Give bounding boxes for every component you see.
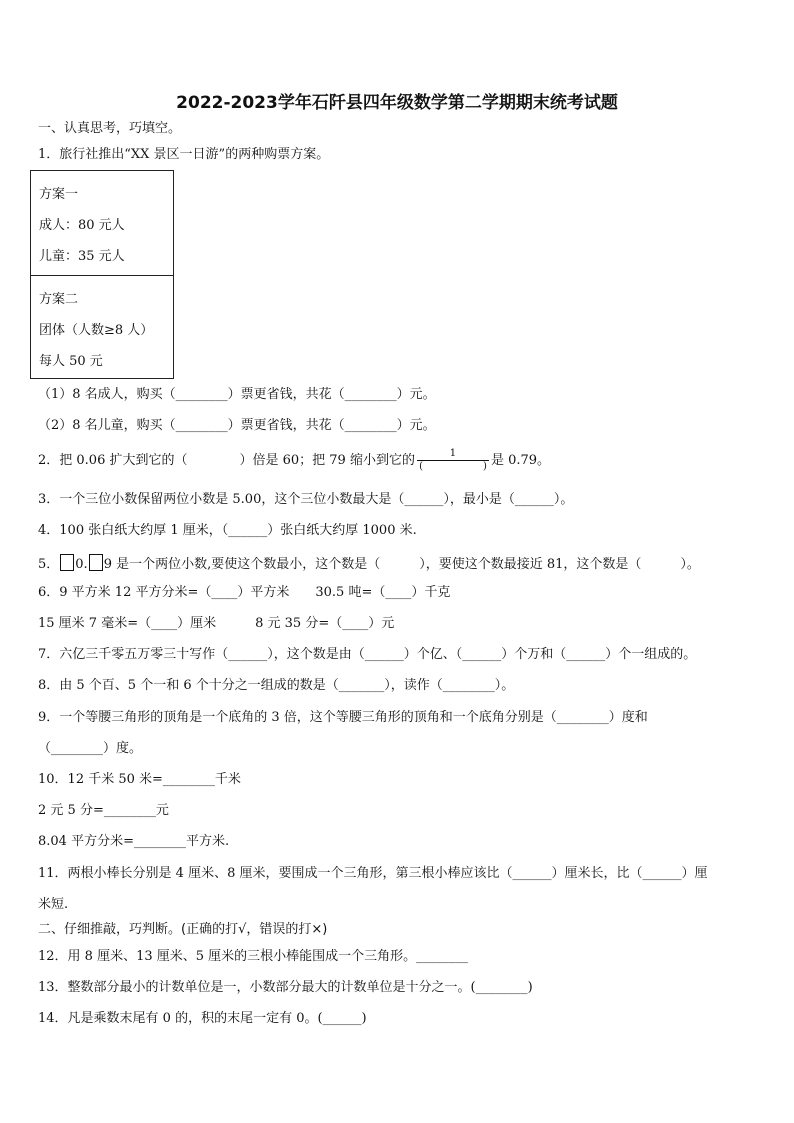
question-14: 14．凡是乘数末尾有 0 的，积的末尾一定有 0。(______)	[38, 1011, 367, 1026]
question-11-line-1: 11．两根小棒长分别是 4 厘米、8 厘米，要围成一个三角形，第三根小棒应该比（______）厘米长，比（______）厘	[38, 866, 708, 881]
plan-1-child-price: 儿童：35 元人	[39, 249, 125, 264]
question-7: 7．六亿三千零五万零三十写作（______），这个数是由（______）个亿、（______）个万和（______）个一组成的。	[38, 647, 697, 662]
question-8: 8．由 5 个百、5 个一和 6 个十分之一组成的数是（_______），读作（________）。	[38, 678, 515, 693]
plan-2-group-condition: 团体（人数≥8 人）	[39, 323, 154, 338]
plan-1-adult-price: 成人：80 元人	[39, 218, 125, 233]
question-5-decimal: 0.	[75, 557, 88, 572]
question-9-line-2: （________）度。	[38, 741, 143, 756]
question-2-text-before: 2．把 0.06 扩大到它的（ ）倍是 60；把 79 缩小到它的	[38, 453, 415, 468]
question-5-text: 9 是一个两位小数,要使这个数最小，这个数是（ ），要使这个数最接近 81，这个数是（ ）。	[103, 557, 700, 572]
question-10-line-2: 2 元 5 分=________元	[38, 803, 169, 818]
plan-2-heading: 方案二	[39, 292, 79, 307]
question-1-part-2: （2）8 名儿童，购买（________）票更省钱，共花（________）元。	[38, 418, 436, 433]
ticket-plans-table	[30, 170, 174, 379]
question-10-line-1: 10．12 千米 50 米=________千米	[38, 772, 241, 787]
question-2	[38, 449, 550, 472]
question-6-line-1: 6．9 平方米 12 平方分米=（____）平方米 30.5 吨=（____）千克	[38, 585, 451, 600]
question-6-line-2: 15 厘米 7 毫米=（____）厘米 8 元 35 分=（____）元	[38, 616, 395, 631]
plan-2-price: 每人 50 元	[39, 354, 103, 369]
question-10-line-3: 8.04 平方分米=________平方米.	[38, 834, 230, 849]
question-11-line-2: 米短.	[38, 897, 69, 912]
question-4: 4．100 张白纸大约厚 1 厘米，（______）张白纸大约厚 1000 米.	[38, 523, 417, 538]
question-1: 1．旅行社推出“XX 景区一日游”的两种购票方案。	[38, 147, 330, 162]
section-heading-fill-in: 一、认真思考，巧填空。	[38, 121, 182, 136]
digit-box-1	[60, 554, 74, 571]
plan-1-heading: 方案一	[39, 187, 79, 202]
fraction-numerator: 1	[417, 449, 489, 461]
question-13: 13．整数部分最小的计数单位是一，小数部分最大的计数单位是十分之一。(________)	[38, 980, 533, 995]
table-divider	[31, 275, 173, 276]
question-1-part-1: （1）8 名成人，购买（________）票更省钱，共花（________）元。	[38, 387, 436, 402]
question-5	[38, 554, 700, 573]
digit-box-2	[89, 554, 103, 571]
fraction	[417, 449, 489, 472]
question-3: 3．一个三位小数保留两位小数是 5.00，这个三位小数最大是（______），最小是（______）。	[38, 492, 574, 507]
section-heading-judge: 二、仔细推敲，巧判断。(正确的打√，错误的打×)	[38, 922, 328, 937]
question-5-number: 5．	[38, 557, 60, 572]
page-title: 2022-2023学年石阡县四年级数学第二学期期末统考试题	[176, 93, 618, 113]
question-12: 12．用 8 厘米、13 厘米、5 厘米的三根小棒能围成一个三角形。________	[38, 949, 469, 964]
question-9-line-1: 9．一个等腰三角形的顶角是一个底角的 3 倍，这个等腰三角形的顶角和一个底角分别是（________）度和	[38, 710, 648, 725]
question-2-text-after: 是 0.79。	[490, 453, 551, 468]
fraction-denominator: ( )	[419, 461, 487, 472]
